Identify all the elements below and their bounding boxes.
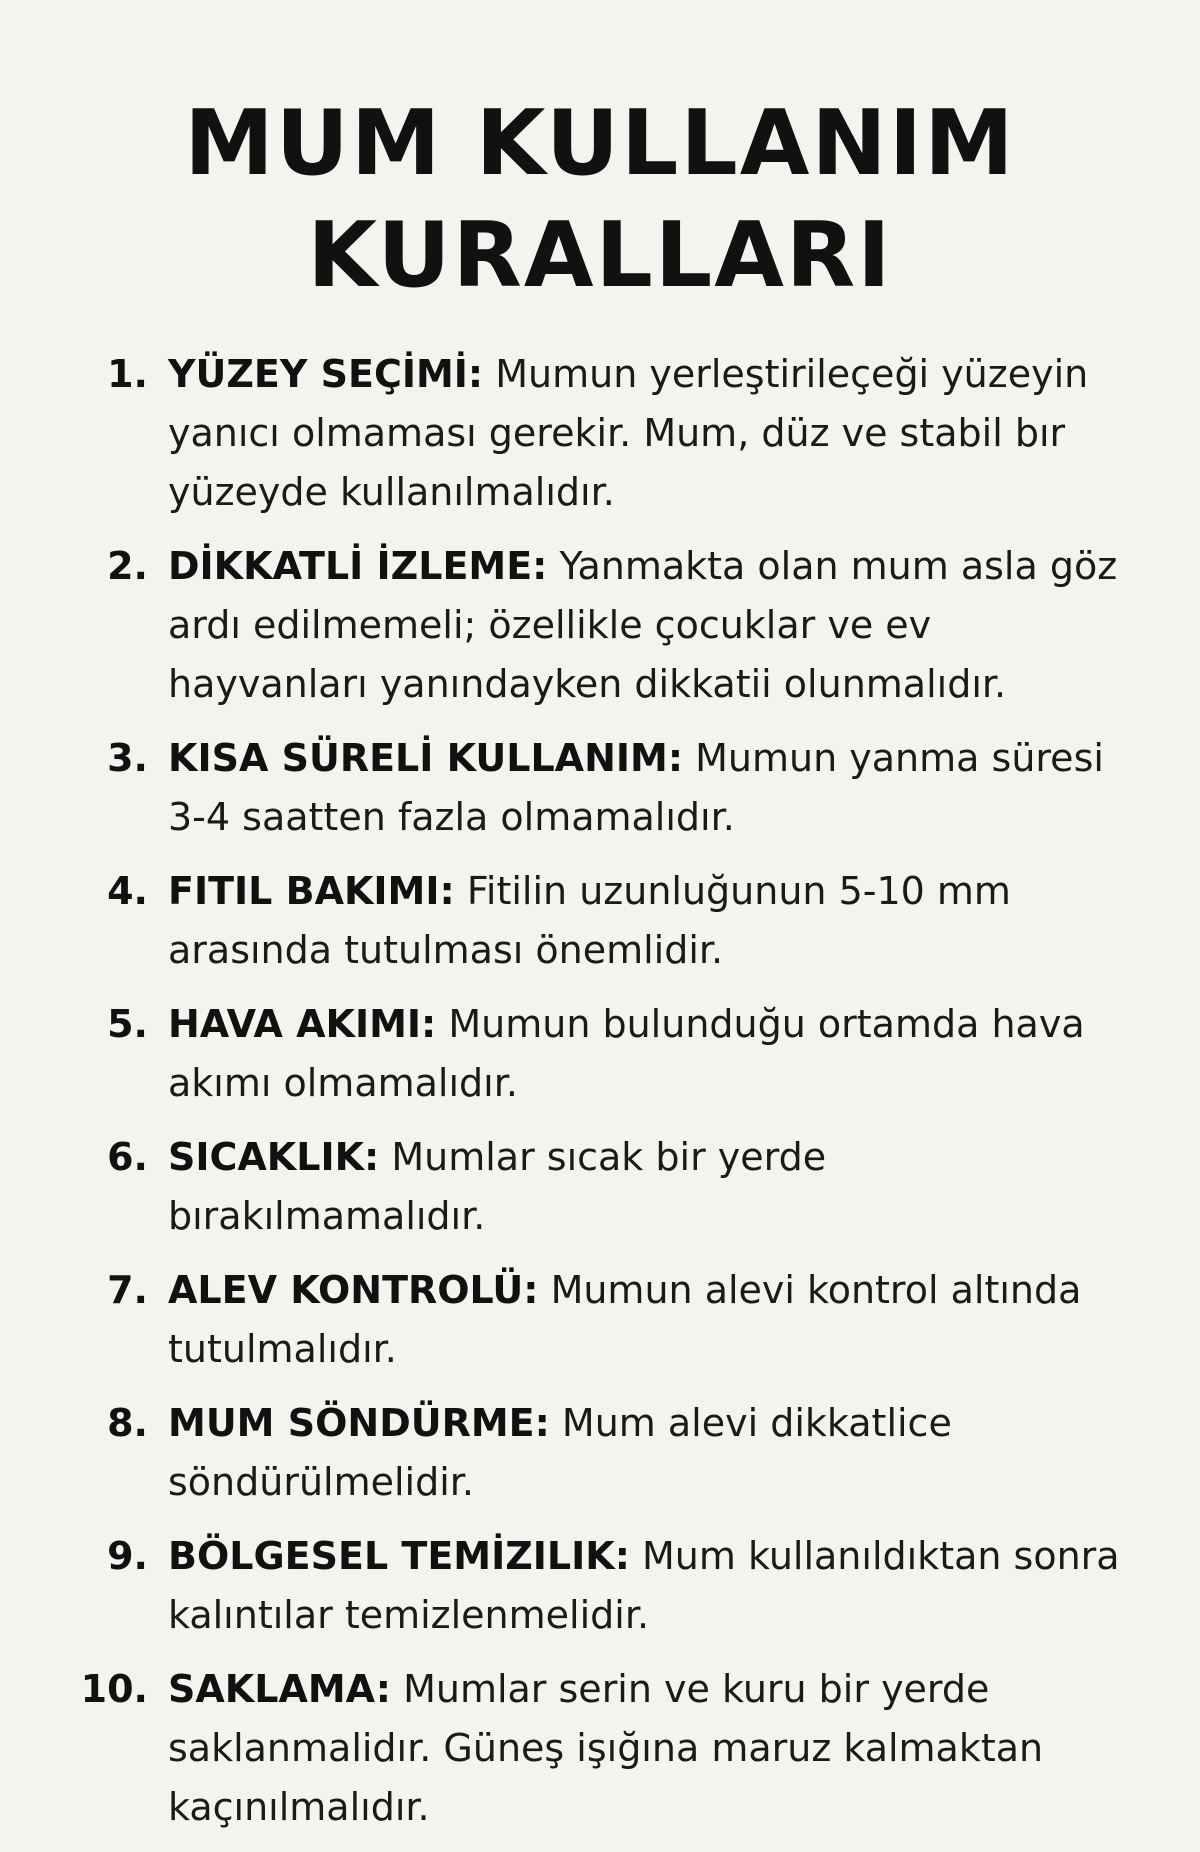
rule-body <box>168 1527 1140 1645</box>
rule-body <box>168 729 1140 847</box>
rule-heading: BÖLGESEL TEMİZILIK: <box>168 1534 630 1578</box>
rule-item-5 <box>80 995 1140 1113</box>
page-title <box>60 88 1140 312</box>
rule-heading: SAKLAMA: <box>168 1667 391 1711</box>
rule-item-1 <box>80 345 1140 522</box>
rule-body <box>168 1261 1140 1379</box>
rule-number: 5. <box>107 1002 148 1046</box>
rule-text: Mumun yerleştirileçeği yüzeyin yanıcı olmaması gerekir. Mum, düz ve stabil bır yüzeyde kullanılmalıdır. <box>168 352 1089 514</box>
rule-heading: SICAKLIK: <box>168 1135 380 1179</box>
rule-number: 10. <box>80 1667 148 1711</box>
rule-item-9 <box>80 1527 1140 1645</box>
rule-item-10 <box>80 1660 1140 1837</box>
rule-text: Mum kullanıldıktan sonra kalıntılar temizlenmelidir. <box>168 1534 1120 1637</box>
rule-body <box>168 862 1140 980</box>
rule-item-3 <box>80 729 1140 847</box>
rule-number: 9. <box>107 1534 148 1578</box>
rule-body <box>168 1394 1140 1512</box>
rule-heading: FITIL BAKIMI: <box>168 869 455 913</box>
rule-item-4 <box>80 862 1140 980</box>
rule-text: Yanmakta olan mum asla göz ardı edilmemeli; özellikle çocuklar ve ev hayvanları yanındayken dikkatii olunmalıdır. <box>168 544 1118 706</box>
title-line-2: KURALLARI <box>307 203 893 308</box>
rule-number: 4. <box>107 869 148 913</box>
rule-item-2 <box>80 537 1140 714</box>
rule-text: Mumlar serin ve kuru bir yerde saklanmalidır. Güneş işığına maruz kalmaktan kaçınılmalıdır. <box>168 1667 1044 1829</box>
rule-text: Fitilin uzunluğunun 5-10 mm arasında tutulması önemlidir. <box>168 869 1011 972</box>
title-line-1: MUM KULLANIM <box>184 91 1016 196</box>
rule-heading: ALEV KONTROLÜ: <box>168 1268 539 1312</box>
rule-body <box>168 995 1140 1113</box>
rule-number: 8. <box>107 1401 148 1445</box>
rule-heading: DİKKATLİ İZLEME: <box>168 544 548 588</box>
rule-item-7 <box>80 1261 1140 1379</box>
rule-body <box>168 1128 1140 1246</box>
rules-list <box>80 345 1140 1852</box>
rule-text: Mum alevi dikkatlice söndürülmelidir. <box>168 1401 952 1504</box>
rule-number: 1. <box>107 352 148 396</box>
rule-heading: HAVA AKIMI: <box>168 1002 437 1046</box>
rule-body <box>168 537 1140 714</box>
rule-text: Mumun bulunduğu ortamda hava akımı olmamalıdır. <box>168 1002 1085 1105</box>
rule-body <box>168 1660 1140 1837</box>
rule-text: Mumun yanma süresi 3-4 saatten fazla olmamalıdır. <box>168 736 1104 839</box>
rule-heading: MUM SÖNDÜRME: <box>168 1401 550 1445</box>
rule-heading: YÜZEY SEÇİMİ: <box>168 352 484 396</box>
rule-item-6 <box>80 1128 1140 1246</box>
rule-text: Mumlar sıcak bir yerde bırakılmamalıdır. <box>168 1135 827 1238</box>
rule-text: Mumun alevi kontrol altında tutulmalıdır. <box>168 1268 1082 1371</box>
rule-item-8 <box>80 1394 1140 1512</box>
rule-heading: KISA SÜRELİ KULLANIM: <box>168 736 684 780</box>
rule-number: 7. <box>107 1268 148 1312</box>
rule-number: 3. <box>107 736 148 780</box>
rule-number: 2. <box>107 544 148 588</box>
rule-body <box>168 345 1140 522</box>
rule-number: 6. <box>107 1135 148 1179</box>
